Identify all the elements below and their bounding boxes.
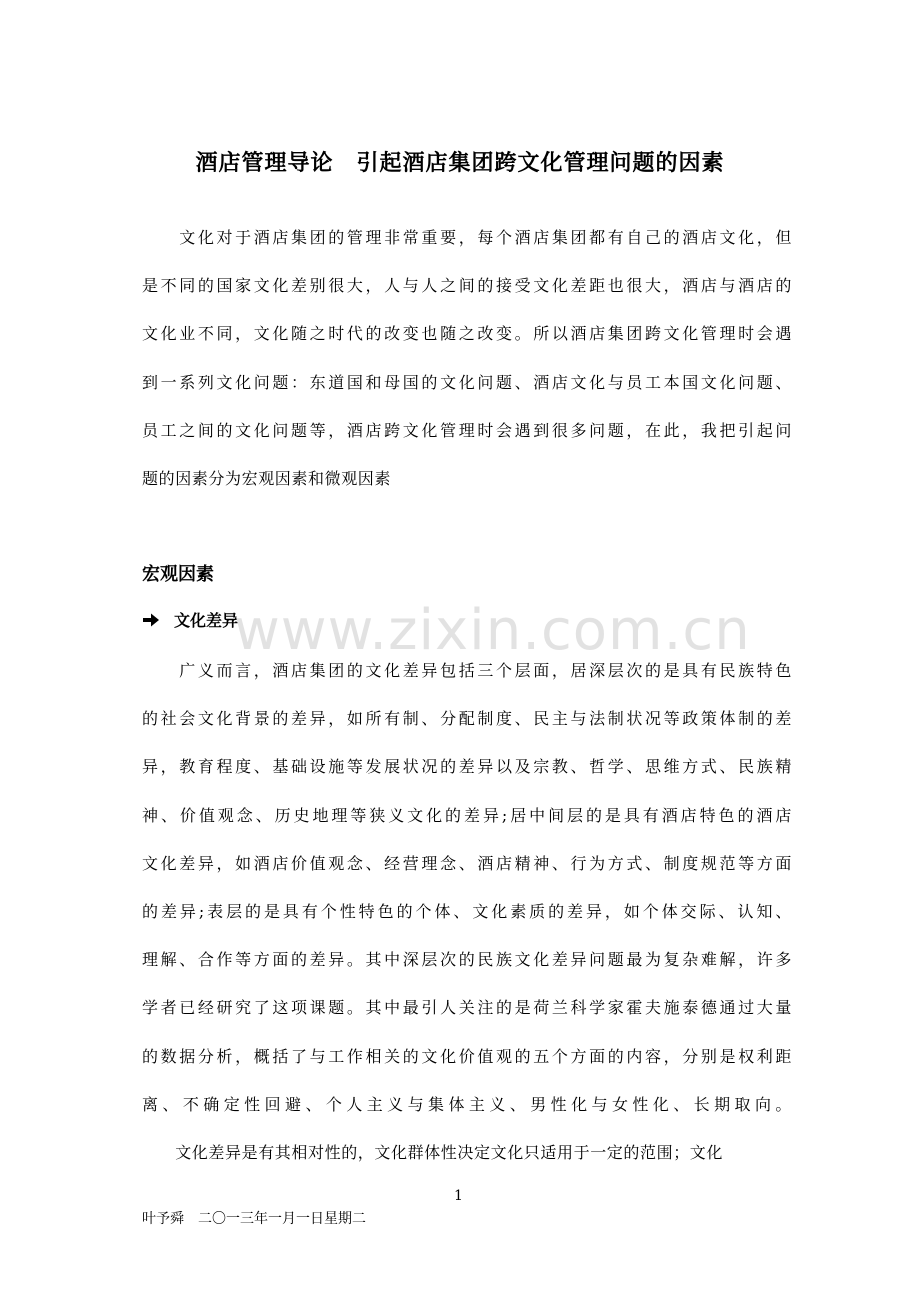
- text-line: 文化对于酒店集团的管理非常重要，每个酒店集团都有自己的酒店文化，但: [142, 228, 792, 247]
- text-line: 的数据分析，概括了与工作相关的文化价值观的五个方面的内容，分别是权利距: [142, 1046, 792, 1066]
- arrow-right-icon: [142, 612, 160, 628]
- subheading-label: 文化差异: [174, 611, 239, 630]
- subheading: [142, 608, 238, 631]
- text-line: 文化差异，如酒店价值观念、经营理念、酒店精神、行为方式、制度规范等方面: [142, 853, 792, 873]
- body-paragraph: [142, 647, 792, 1177]
- text-line: 是不同的国家文化差别很大，人与人之间的接受文化差距也很大，酒店与酒店的: [142, 276, 792, 296]
- text-line: 的社会文化背景的差异，如所有制、分配制度、民主与法制状况等政策体制的差: [142, 709, 792, 729]
- text-line: 神、价值观念、历史地理等狭义文化的差异;居中间层的是具有酒店特色的酒店: [142, 805, 792, 825]
- text-line: 理解、合作等方面的差异。其中深层次的民族文化差异问题最为复杂难解，许多: [142, 950, 792, 970]
- text-line: 异，教育程度、基础设施等发展状况的差异以及宗教、哲学、思维方式、民族精: [142, 757, 792, 777]
- section-heading: 宏观因素: [142, 564, 214, 585]
- text-line: 员工之间的文化问题等，酒店跨文化管理时会遇到很多问题，在此，我把引起问: [142, 420, 792, 440]
- text-line: 文化业不同，文化随之时代的改变也随之改变。所以酒店集团跨文化管理时会遇: [142, 324, 792, 344]
- page-number: 1: [454, 1188, 463, 1204]
- footer-text: 叶予舜 二〇一三年一月一日星期二: [142, 1211, 366, 1227]
- text-line: 的差异;表层的是具有个性特色的个体、文化素质的差异，如个体交际、认知、: [142, 901, 792, 921]
- text-line: 到一系列文化问题：东道国和母国的文化问题、酒店文化与员工本国文化问题、: [142, 372, 792, 392]
- intro-paragraph: [142, 214, 792, 503]
- text-line: 文化差异是有其相对性的，文化群体性决定文化只适用于一定的范围；文化: [142, 1142, 724, 1162]
- text-line: 离、不确定性回避、个人主义与集体主义、男性化与女性化、长期取向。: [142, 1094, 792, 1114]
- watermark: www.zixin.com.cn: [234, 598, 751, 663]
- text-line: 广义而言，酒店集团的文化差异包括三个层面，居深层次的是具有民族特色: [142, 661, 792, 680]
- text-line: 题的因素分为宏观因素和微观因素: [142, 468, 392, 488]
- text-line: 学者已经研究了这项课题。其中最引人关注的是荷兰科学家霍夫施泰德通过大量: [142, 998, 792, 1018]
- document-title: 酒店管理导论 引起酒店集团跨文化管理问题的因素: [195, 150, 725, 176]
